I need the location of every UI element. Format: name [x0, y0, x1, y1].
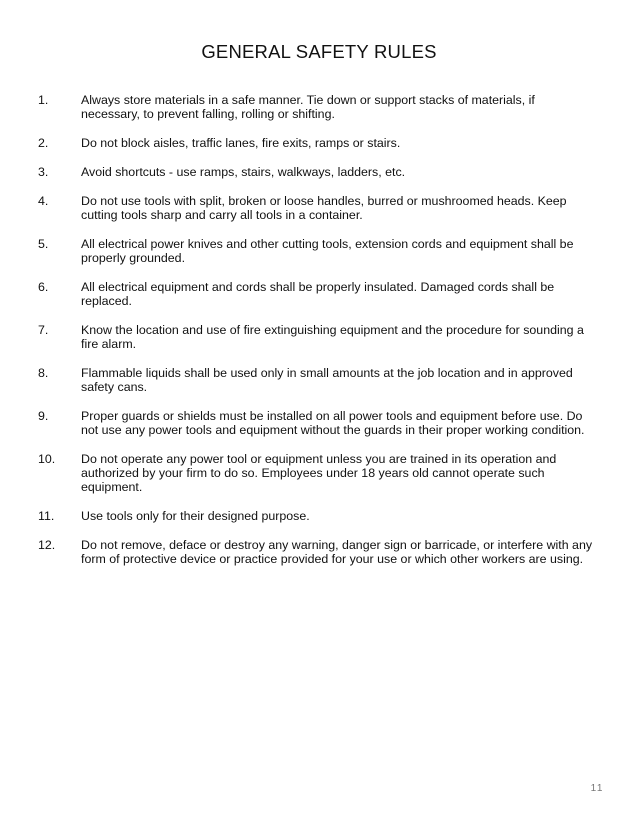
rule-text: All electrical equipment and cords shall be properly insulated. Damaged cords shall be replaced.	[81, 279, 555, 308]
page-number: 11	[590, 783, 604, 794]
rule-item-1	[38, 93, 608, 121]
rule-item-10	[38, 452, 608, 495]
rule-item-9	[38, 409, 608, 437]
rule-number: 1.	[38, 93, 49, 107]
rule-item-12	[38, 538, 608, 566]
rule-number: 4.	[38, 193, 49, 208]
rule-number: 8.	[38, 365, 49, 380]
rule-item-3	[38, 165, 608, 179]
rule-text: Do not remove, deface or destroy any warning, danger sign or barricade, or interfere with any form of protective device or practice provided for your use or which other workers are using.	[81, 537, 593, 566]
rule-text: Know the location and use of fire extinguishing equipment and the procedure for sounding a fire alarm.	[81, 322, 584, 351]
rule-item-11	[38, 509, 608, 523]
rule-number: 7.	[38, 322, 49, 337]
rule-item-4	[38, 194, 608, 222]
rule-text: Proper guards or shields must be installed on all power tools and equipment before use. Do not use any power tools and equipment without the guards in their proper working condition.	[81, 408, 585, 437]
rule-item-7	[38, 323, 608, 351]
rule-item-6	[38, 280, 608, 308]
rule-text: Flammable liquids shall be used only in small amounts at the job location and in approved safety cans.	[81, 365, 573, 394]
rule-item-8	[38, 366, 608, 394]
rule-number: 3.	[38, 164, 49, 179]
rule-number: 6.	[38, 279, 49, 294]
rule-item-5	[38, 237, 608, 265]
rule-number: 10.	[38, 451, 56, 466]
rule-text: All electrical power knives and other cutting tools, extension cords and equipment shall be properly grounded.	[81, 236, 574, 265]
rule-item-2	[38, 136, 608, 150]
rule-text: Do not block aisles, traffic lanes, fire exits, ramps or stairs.	[81, 136, 401, 150]
rule-number: 12.	[38, 537, 56, 552]
safety-rules-list	[38, 93, 608, 581]
rule-text: Always store materials in a safe manner. Tie down or support stacks of materials, if necessary, to prevent falling, rolling or shifting.	[81, 93, 535, 122]
rule-text: Do not operate any power tool or equipment unless you are trained in its operation and authorized by your firm to do so. Employees under 18 years old cannot operate such equipment.	[81, 451, 557, 494]
rule-text: Do not use tools with split, broken or loose handles, burred or mushroomed heads. Keep cutting tools sharp and carry all tools in a container.	[81, 193, 567, 222]
rule-number: 5.	[38, 236, 49, 251]
rule-text: Avoid shortcuts - use ramps, stairs, walkways, ladders, etc.	[81, 164, 406, 179]
page-title: GENERAL SAFETY RULES	[201, 41, 437, 62]
rule-number: 2.	[38, 136, 49, 150]
rule-number: 11.	[38, 508, 55, 523]
rule-number: 9.	[38, 408, 49, 423]
rule-text: Use tools only for their designed purpose.	[81, 508, 310, 523]
